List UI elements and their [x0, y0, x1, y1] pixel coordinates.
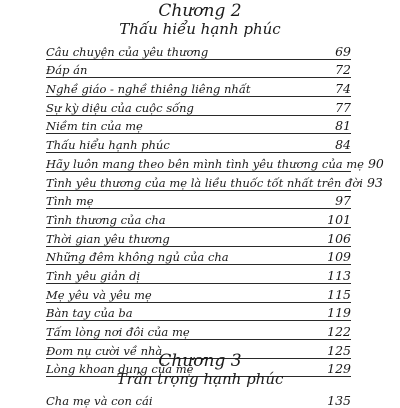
toc-entry-page: 115 — [327, 286, 351, 302]
toc-entry-page: 119 — [327, 305, 351, 321]
toc-entry-title: Tình thương của cha — [46, 212, 166, 227]
chapter-2-heading — [0, 2, 400, 38]
toc-entry-title: Những đêm không ngủ của cha — [46, 250, 229, 265]
toc-entry-title: Cha mẹ và con cái — [46, 393, 153, 408]
toc-entry — [46, 116, 351, 135]
toc-entry-title: Câu chuyện của yêu thương — [46, 44, 209, 59]
toc-entry-title: Đáp án — [46, 63, 88, 78]
toc-entry-title: Bàn tay của ba — [46, 306, 133, 321]
toc-entry — [46, 191, 351, 210]
toc-entry — [46, 389, 351, 408]
toc-entry-page: 69 — [335, 43, 351, 59]
toc-entry-title: Lòng khoan dung của mẹ — [46, 362, 194, 377]
toc-entry-title: Mẹ yêu và yêu mẹ — [46, 287, 152, 302]
toc-entry-title: Tấm lòng nơi đôi của mẹ — [46, 325, 190, 339]
toc-entry — [46, 60, 351, 79]
toc-entry-page: 84 — [335, 137, 351, 153]
toc-entry — [46, 97, 351, 116]
toc-entry-page: 113 — [327, 267, 351, 283]
toc-entry — [46, 284, 351, 303]
toc-entry-title: Sự kỳ diệu của cuộc sống — [46, 100, 194, 115]
toc-entry-page: 90 — [367, 155, 384, 171]
toc-entry-page: 97 — [335, 193, 351, 209]
toc-entry-page: 93 — [366, 174, 383, 190]
toc-entry — [46, 209, 351, 228]
toc-entry-title: Thời gian yêu thương — [46, 231, 170, 246]
toc-entry — [46, 134, 351, 153]
toc-entry-title: Đom nụ cười về nhà — [46, 343, 163, 358]
toc-entry-page: 135 — [327, 392, 351, 408]
toc-entry-title: Thấu hiểu hạnh phúc — [46, 138, 170, 153]
toc-entry — [46, 78, 351, 97]
toc-entry — [46, 172, 383, 191]
toc-entry-title: Tình mẹ — [46, 194, 94, 209]
chapter-3-title: Trân trọng hạnh phúc — [116, 370, 284, 388]
chapter-2-label: Chương 2 — [158, 1, 242, 21]
toc-entry-page: 74 — [335, 81, 351, 97]
chapter-3-toc — [46, 389, 351, 408]
toc-entry — [46, 153, 384, 172]
toc-entry-page: 101 — [327, 211, 351, 227]
toc-entry-title: Hãy luôn mang theo bên mình tình yêu thương của mẹ — [46, 156, 364, 171]
toc-entry-title: Nghề giáo - nghề thiêng liêng nhất — [46, 82, 251, 97]
toc-entry — [46, 321, 351, 340]
toc-entry-page: 72 — [335, 62, 351, 78]
toc-entry — [46, 247, 351, 266]
toc-entry — [46, 265, 351, 284]
toc-entry — [46, 41, 351, 60]
toc-entry-page: 125 — [327, 342, 351, 358]
chapter-2-toc — [46, 41, 384, 377]
chapter-2-title: Thấu hiểu hạnh phúc — [119, 20, 281, 38]
toc-entry-page: 81 — [335, 118, 351, 134]
chapter-3-label: Chương 3 — [158, 351, 242, 371]
chapter-3-heading — [0, 352, 400, 388]
toc-entry-title: Niềm tin của mẹ — [46, 119, 143, 134]
toc-entry — [46, 303, 351, 322]
toc-entry-page: 106 — [327, 230, 351, 246]
toc-entry-page: 77 — [335, 99, 351, 115]
toc-entry — [46, 228, 351, 247]
toc-entry-title: Tình yêu giản dị — [46, 268, 141, 283]
toc-entry-title: Tình yêu thương của mẹ là liều thuốc tốt nhất trên đời — [46, 175, 363, 190]
toc-entry-page: 122 — [327, 324, 351, 339]
toc-entry-page: 129 — [327, 361, 351, 377]
toc-entry-page: 109 — [327, 249, 351, 265]
